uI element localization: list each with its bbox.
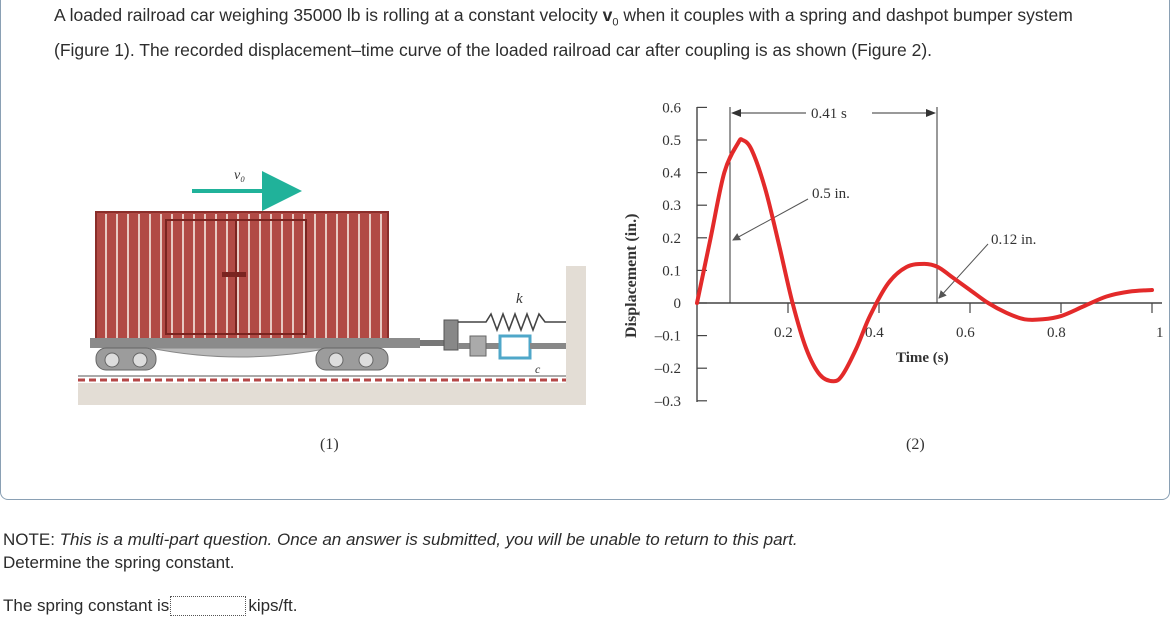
wall bbox=[566, 266, 586, 384]
y-tick-label: 0.1 bbox=[662, 263, 681, 280]
damper-label: c bbox=[535, 362, 541, 376]
y-tick-label: –0.3 bbox=[654, 393, 681, 410]
rear-wheels bbox=[316, 348, 388, 370]
y-tick-label: 0.4 bbox=[662, 165, 681, 182]
peak1-annotation: 0.5 in. bbox=[812, 186, 850, 202]
dashpot bbox=[458, 336, 566, 358]
y-tick-label: 0.5 bbox=[662, 133, 681, 149]
answer-unit: kips/ft. bbox=[248, 596, 298, 615]
figure2-plot bbox=[623, 100, 1164, 453]
problem-text-pre: A loaded railroad car weighing 35000 lb is rolling at a constant velocity bbox=[54, 5, 603, 25]
figure1-caption: (1) bbox=[320, 436, 339, 453]
period-annotation: 0.41 s bbox=[811, 106, 847, 122]
peak2-annotation: 0.12 in. bbox=[991, 232, 1037, 248]
x-tick-label: 0.4 bbox=[865, 325, 884, 341]
velocity-subscript: 0 bbox=[612, 16, 619, 29]
x-axis-label: Time (s) bbox=[896, 350, 949, 366]
note-line bbox=[3, 528, 798, 551]
figure2-caption: (2) bbox=[906, 436, 925, 453]
velocity-label: v₀ bbox=[234, 168, 246, 183]
y-tick-label: –0.1 bbox=[654, 328, 681, 345]
x-ticks bbox=[774, 303, 1164, 341]
x-tick-label: 0.2 bbox=[774, 325, 793, 341]
spring-constant-input[interactable] bbox=[170, 596, 246, 616]
underframe bbox=[90, 338, 420, 348]
note-label: NOTE: bbox=[3, 530, 60, 549]
y-ticks bbox=[654, 100, 707, 409]
question-text: Determine the spring constant. bbox=[3, 553, 235, 572]
front-wheels bbox=[96, 348, 156, 370]
spring-label: k bbox=[516, 291, 523, 307]
displacement-curve bbox=[697, 139, 1152, 381]
spring bbox=[458, 314, 566, 330]
car-coupler bbox=[420, 340, 444, 346]
y-tick-label: –0.2 bbox=[654, 361, 681, 378]
note-section bbox=[3, 528, 798, 574]
x-tick-label: 0.8 bbox=[1047, 325, 1066, 341]
x-tick-label: 0.6 bbox=[956, 325, 975, 341]
y-tick-label: 0.3 bbox=[662, 198, 681, 215]
y-tick-label: 0 bbox=[673, 296, 681, 312]
door-handle bbox=[222, 272, 246, 277]
y-tick-label: 0.6 bbox=[662, 100, 681, 117]
answer-prefix: The spring constant is bbox=[3, 596, 170, 615]
figure1-railroad-car bbox=[78, 168, 586, 453]
answer-row bbox=[3, 596, 297, 616]
y-axis-label: Displacement (in.) bbox=[623, 213, 640, 338]
velocity-symbol: v bbox=[602, 5, 613, 25]
x-tick-label: 1 bbox=[1156, 325, 1164, 341]
y-tick-label: 0.2 bbox=[662, 230, 681, 247]
ground bbox=[78, 383, 586, 405]
note-body: This is a multi-part question. Once an answer is submitted, you will be unable to return to this part. bbox=[59, 530, 798, 549]
problem-text-post: when it couples with a spring and dashpot bumper system (Figure 1). The recorded displacement–time curve of the loaded railroad car after coupling is as shown (Figure 2). bbox=[54, 5, 1073, 60]
